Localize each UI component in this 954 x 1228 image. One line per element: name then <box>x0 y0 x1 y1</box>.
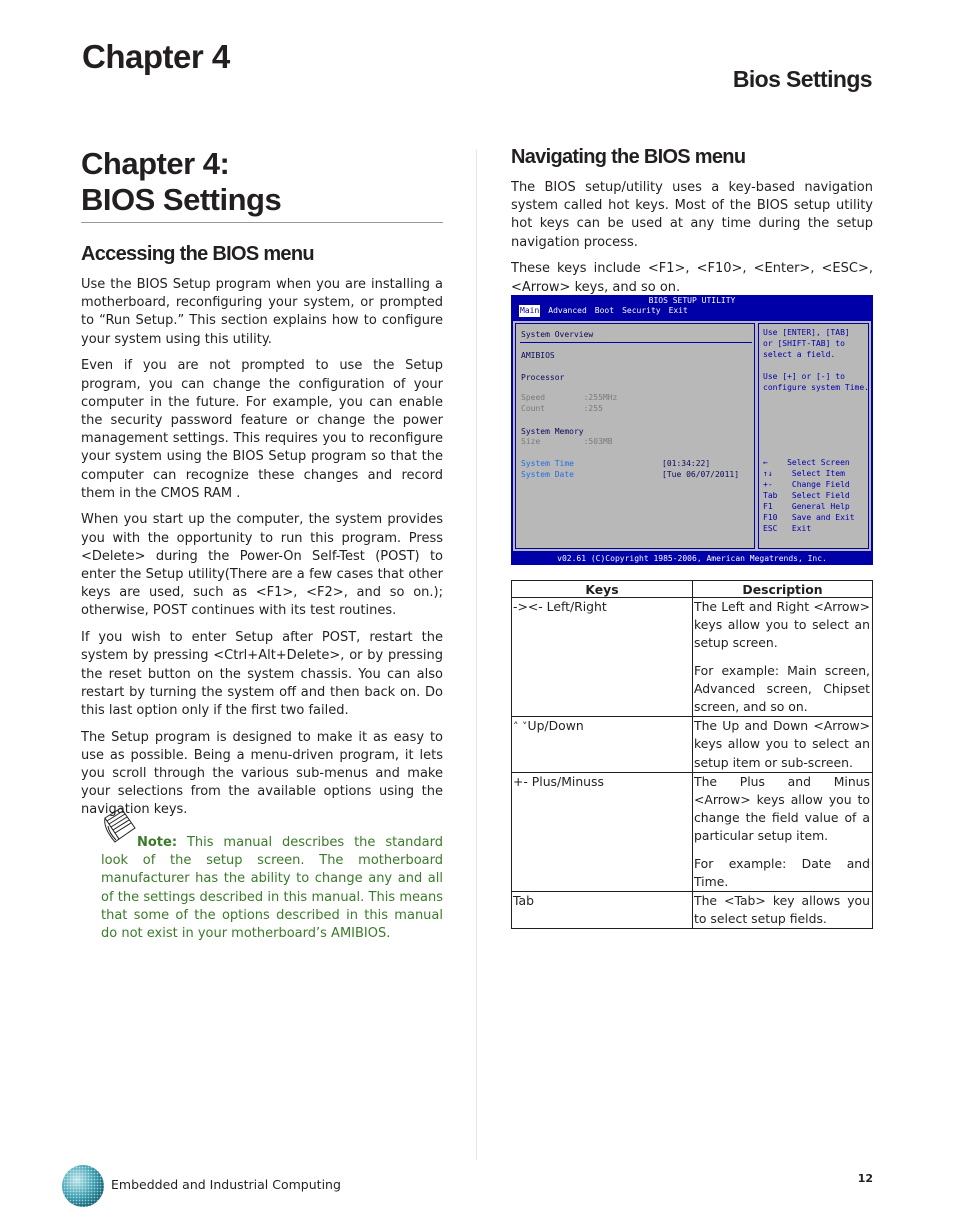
left-column <box>81 146 443 828</box>
description-text: For example: Date and Time. <box>694 855 870 889</box>
description-text: The Up and Down <Arrow> keys allow you to select an setup item or sub-screen. <box>694 718 870 770</box>
key-cell: Tab <box>512 892 693 929</box>
bios-key-line: ↑↓ Select Item <box>763 469 845 478</box>
bios-help-line: Use [ENTER], [TAB] <box>763 328 850 337</box>
bios-screenshot <box>511 295 873 565</box>
description-text: For example: Main screen, Advanced screen, Chipset screen, and so on. <box>694 662 870 715</box>
section-heading: Bios Settings <box>732 66 872 92</box>
bios-overview: System Overview <box>521 330 594 339</box>
key-cell: -><- Left/Right <box>512 598 693 717</box>
chapter-title-line1: Chapter 4: <box>81 146 230 181</box>
up-down-arrows-icon: ˄ ˅ <box>513 720 528 734</box>
bios-memory: System Memory <box>521 427 584 436</box>
bios-help-panel <box>758 323 869 549</box>
table-row <box>512 717 873 773</box>
bios-date-value: [Tue 06/07/2011] <box>662 470 740 479</box>
paragraph: When you start up the computer, the system provides you with the opportunity to run this program. Press <Delete> during the Power-On Self-Test (POST) to enter the Setup utility(There are a few cases that other keys are used, such as <F1>, <F2>, and so on.); otherwise, POST continues with its test routines. <box>81 512 443 619</box>
bios-key-line: F1 General Help <box>763 502 850 511</box>
bios-separator <box>520 342 752 343</box>
bios-date-label: System Date <box>521 470 574 479</box>
paragraph: The BIOS setup/utility uses a key-based navigation system called hot keys. Most of the BIOS setup utility hot keys can be used at any time during the setup navigation process. <box>511 180 873 250</box>
paragraph: These keys include <F1>, <F10>, <Enter>, <ESC>, <Arrow> keys, and so on. <box>511 261 873 295</box>
paragraph: If you wish to enter Setup after POST, restart the system by pressing <Ctrl+Alt+Delete>, or by pressing the reset button on the system chassis. You can also restart by turning the system off and then back on. Do this last option only if the first two failed. <box>81 630 443 718</box>
table-row <box>512 892 873 929</box>
bios-title: BIOS SETUP UTILITY <box>648 296 736 305</box>
bios-size: Size :503MB <box>521 437 613 446</box>
bios-help-line: Use [+] or [-] to <box>763 372 845 381</box>
bios-key-line: F10 Save and Exit <box>763 513 855 522</box>
bios-time-label: System Time <box>521 459 574 468</box>
bios-menu-main: Main <box>520 306 540 315</box>
chapter-title-line2: BIOS Settings <box>81 182 282 217</box>
bios-key-line: +- Change Field <box>763 480 850 489</box>
bios-speed: Speed :255MHz <box>521 393 618 402</box>
column-divider <box>476 150 477 1160</box>
note-pad-icon <box>101 806 137 846</box>
bios-main-panel <box>515 323 755 549</box>
bios-copyright: v02.61 (C)Copyright 1985-2006, American Megatrends, Inc. <box>557 554 827 563</box>
description-cell <box>693 892 873 929</box>
key-label: Up/Down <box>527 718 584 734</box>
table-header-row <box>512 581 873 598</box>
description-column-header: Description <box>693 581 873 598</box>
bios-key-line: Tab Select Field <box>763 491 850 500</box>
note-body: This manual describes the standard look of the setup screen. The motherboard manufacturer has the ability to change any and all of the settings described in this manual. This means that some of the options described in this manual do not exist in your motherboard’s AMIBIOS. <box>101 835 443 942</box>
bios-help-line: select a field. <box>763 350 836 359</box>
description-cell <box>693 598 873 717</box>
description-text: The Plus and Minus <Arrow> keys allow you to change the field value of a particular setup item. <box>694 773 870 844</box>
note-box <box>101 806 443 943</box>
page-number: 12 <box>857 1172 873 1185</box>
description-cell <box>693 772 873 891</box>
bios-menu-boot: Boot <box>594 306 615 315</box>
description-text: The Left and Right <Arrow> keys allow you to select an setup screen. <box>694 599 870 651</box>
bios-key-line: ← Select Screen <box>763 458 850 467</box>
accessing-heading: Accessing the BIOS menu <box>81 243 314 265</box>
navigating-heading: Navigating the BIOS menu <box>511 146 746 168</box>
bios-time-value: [01:34:22] <box>662 459 711 468</box>
note-text <box>101 806 443 943</box>
paragraph: Even if you are not prompted to use the Setup program, you can change the configuration of your computer in the future. For example, you can enable the security password feature or change the power management settings. This requires you to reconfigure your system using the BIOS Setup program so that the computer can recognize these changes and record them in the CMOS RAM . <box>81 358 443 501</box>
bios-menu-bar <box>511 305 873 317</box>
description-text: The <Tab> key allows you to select setup fields. <box>694 893 870 927</box>
company-globe-logo <box>60 1163 106 1209</box>
bios-menu-advanced: Advanced <box>548 306 587 315</box>
bios-count: Count :255 <box>521 404 603 413</box>
bios-help-line: configure system Time. <box>763 383 869 392</box>
key-cell <box>512 717 693 773</box>
paragraph: The Setup program is designed to make it as easy to use as possible. Being a menu-driven program, it lets you scroll through the various sub-menus and make your selections from the available options using the navigation keys. <box>81 729 443 818</box>
note-label: Note: <box>137 835 178 850</box>
keys-column-header: Keys <box>512 581 693 598</box>
bios-menu-security: Security <box>622 306 661 315</box>
bios-help-line: or [SHIFT-TAB] to <box>763 339 845 348</box>
table-row <box>512 772 873 891</box>
bios-processor: Processor <box>521 373 565 382</box>
table-row <box>512 598 873 717</box>
chapter-heading: Chapter 4 <box>82 38 230 75</box>
bios-amibios: AMIBIOS <box>521 351 555 360</box>
paragraph: Use the BIOS Setup program when you are installing a motherboard, reconfiguring your system, or prompted to “Run Setup.” This section explains how to configure your system using this utility. <box>81 277 443 347</box>
bios-key-line: ESC Exit <box>763 524 812 533</box>
key-cell: +- Plus/Minuss <box>512 772 693 891</box>
description-cell <box>693 717 873 773</box>
right-column <box>511 146 873 305</box>
bios-menu-exit: Exit <box>668 306 688 315</box>
footer-company-text: Embedded and Industrial Computing <box>111 1177 341 1192</box>
keys-table <box>511 580 873 929</box>
bios-body <box>513 321 871 551</box>
chapter-title <box>81 146 443 223</box>
